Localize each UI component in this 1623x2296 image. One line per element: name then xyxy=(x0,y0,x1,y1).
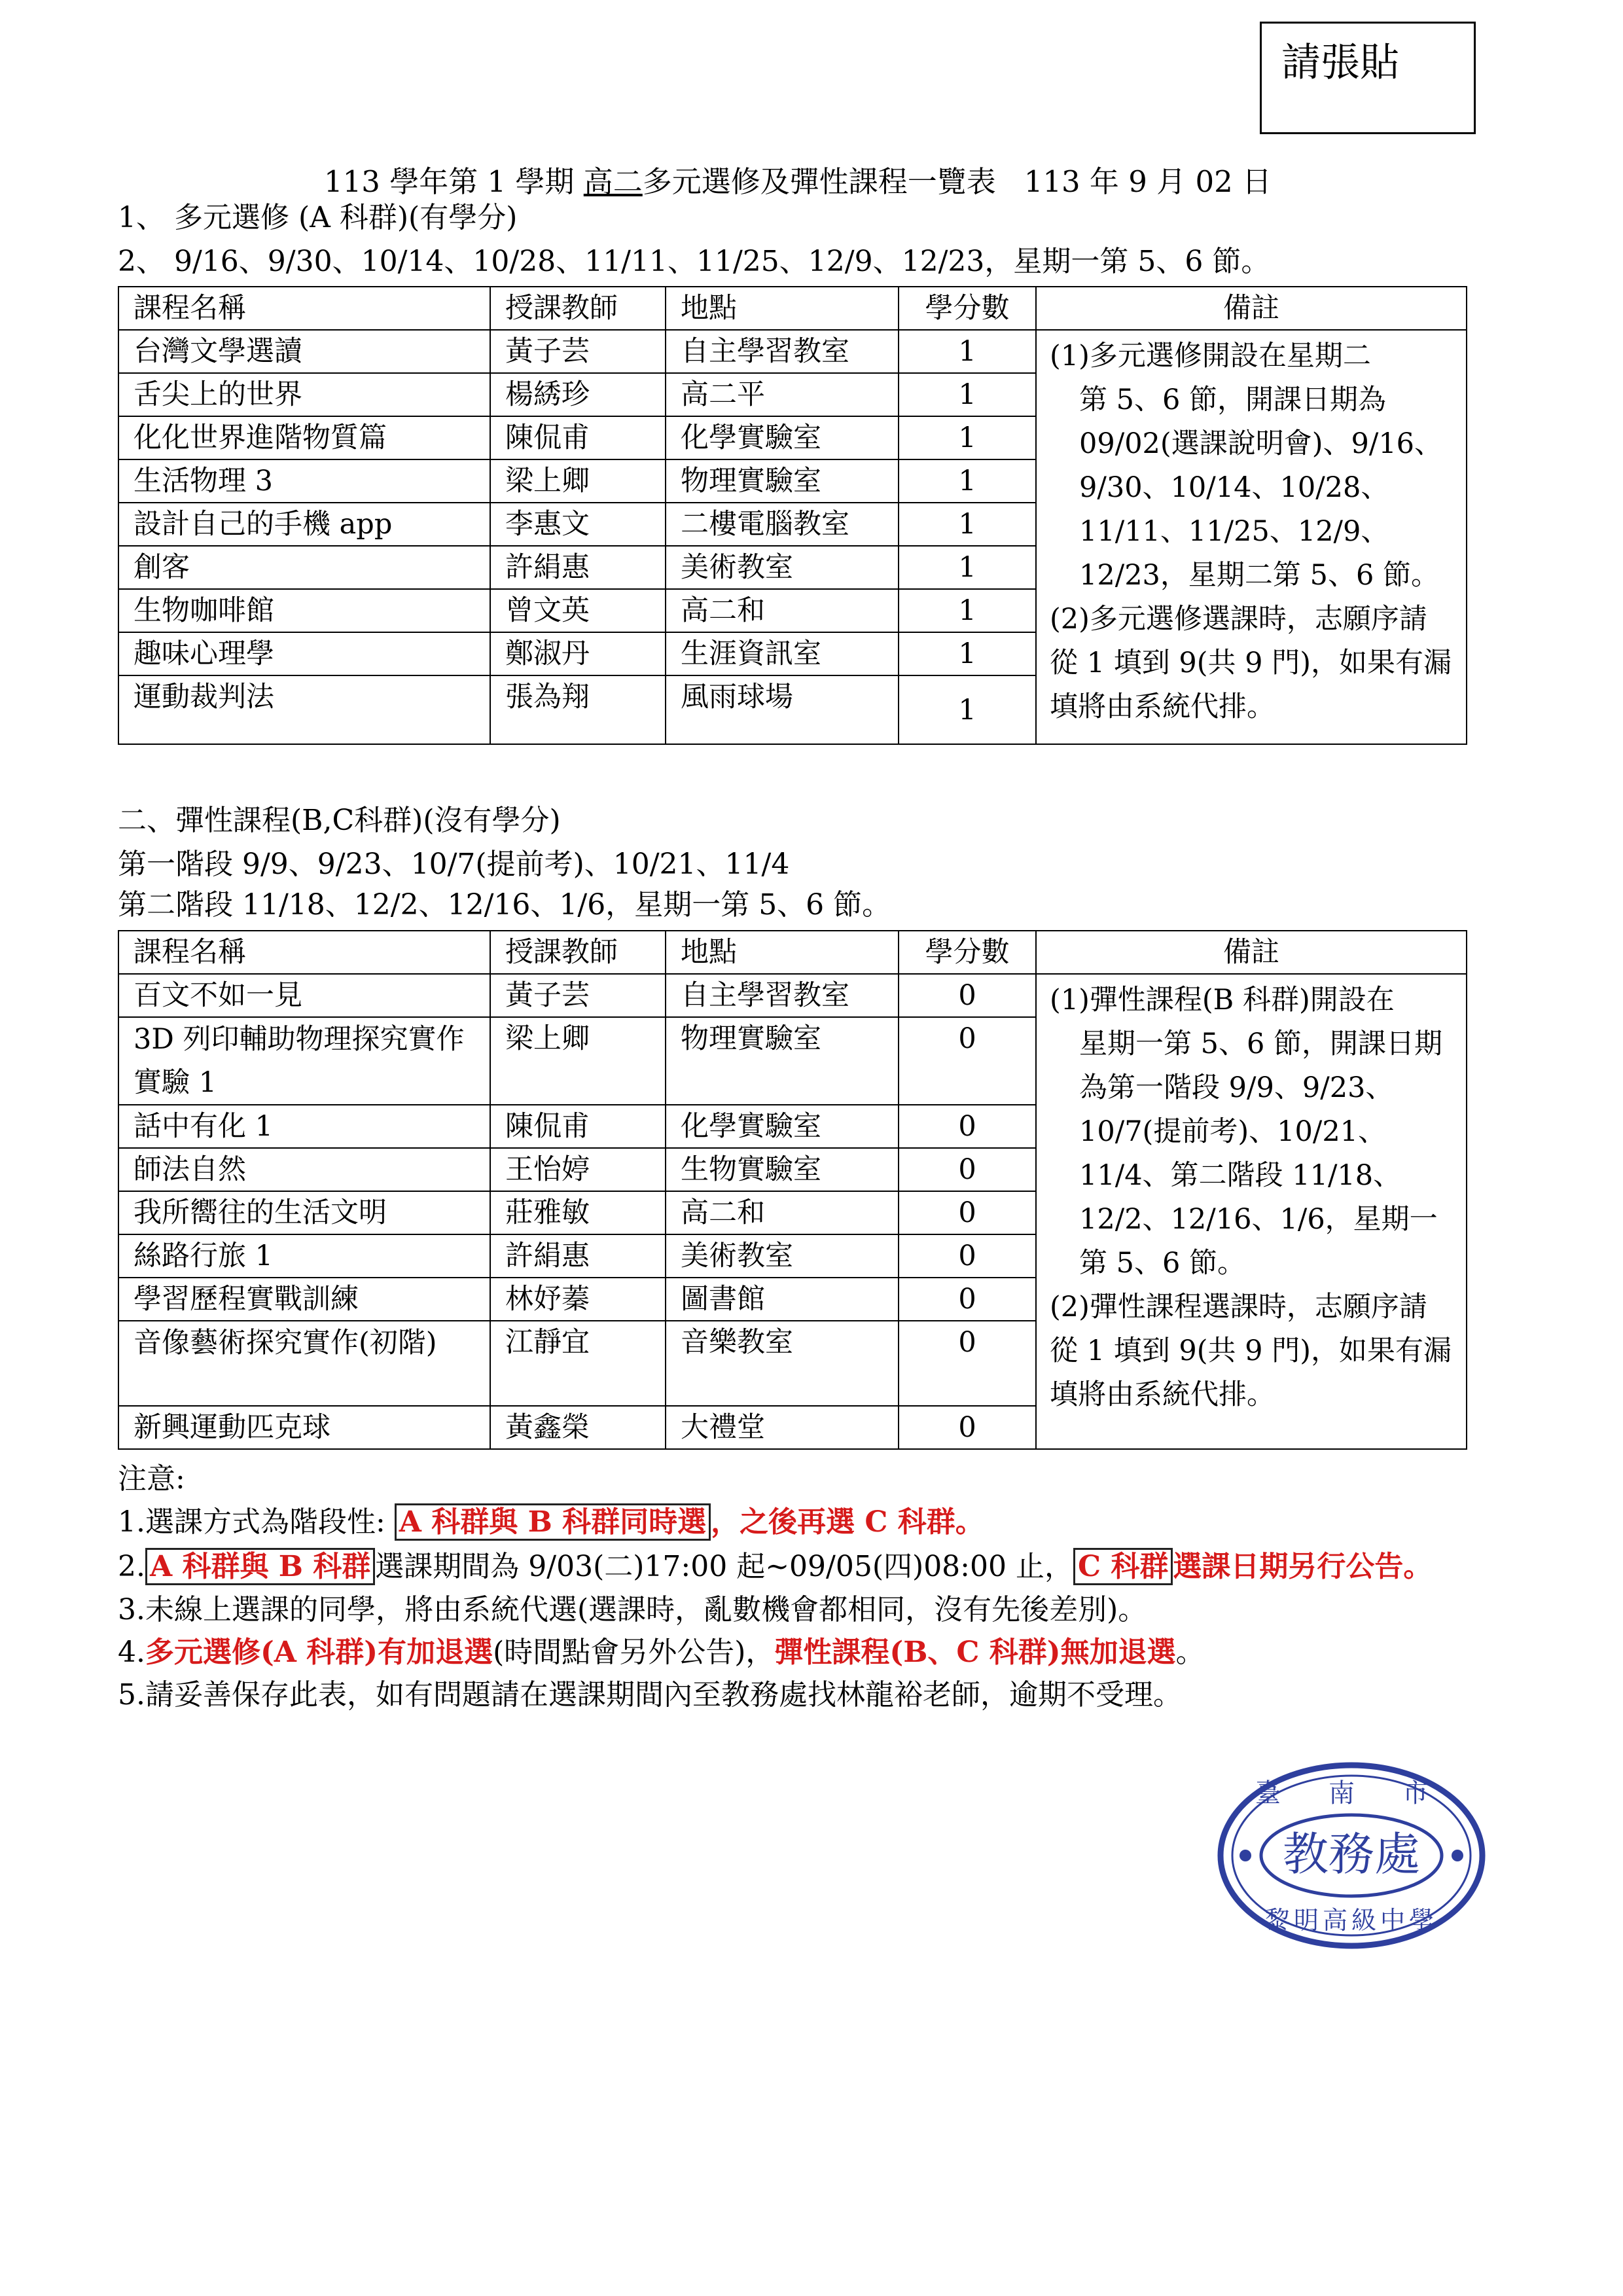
note-2-number: 2. xyxy=(118,1550,145,1583)
teacher: 張為翔 xyxy=(490,675,666,744)
flexible-course-table xyxy=(118,930,1467,1450)
location: 圖書館 xyxy=(666,1278,899,1321)
academic-affairs-seal-icon xyxy=(1214,1757,1489,1954)
post-notice-box xyxy=(1260,22,1476,134)
credits: 0 xyxy=(899,1234,1036,1278)
location: 風雨球場 xyxy=(666,675,899,744)
note-4 xyxy=(118,1634,1205,1671)
header-remarks: 備註 xyxy=(1036,931,1467,974)
page-title xyxy=(324,158,1272,200)
credits: 1 xyxy=(899,675,1036,744)
teacher: 林妤蓁 xyxy=(490,1278,666,1321)
credits: 1 xyxy=(899,632,1036,675)
credits: 0 xyxy=(899,974,1036,1017)
teacher: 鄭淑丹 xyxy=(490,632,666,675)
location: 音樂教室 xyxy=(666,1321,899,1406)
note-4-text: (時間點會另外公告)， xyxy=(493,1636,775,1669)
header-remarks: 備註 xyxy=(1036,287,1467,330)
course-name: 趣味心理學 xyxy=(118,632,490,675)
location: 二樓電腦教室 xyxy=(666,503,899,546)
teacher: 許絹惠 xyxy=(490,1234,666,1278)
elective-table xyxy=(118,286,1467,745)
teacher: 曾文英 xyxy=(490,589,666,632)
teacher: 江靜宜 xyxy=(490,1321,666,1406)
note-1-text: 1.選課方式為階段性: xyxy=(118,1505,395,1539)
course-name: 新興運動匹克球 xyxy=(118,1406,490,1449)
credits: 1 xyxy=(899,589,1036,632)
credits: 0 xyxy=(899,1148,1036,1191)
note-2-highlight-ab: A 科群與 B 科群 xyxy=(145,1548,375,1585)
table-row xyxy=(118,330,1467,373)
remark-1-head: (1)彈性課程(B 科群)開設在 xyxy=(1050,984,1395,1016)
course-name: 生活物理 3 xyxy=(118,459,490,503)
note-2-period: 選課期間為 9/03(二)17:00 起~09/05(四)08:00 止， xyxy=(375,1550,1073,1583)
teacher: 王怡婷 xyxy=(490,1148,666,1191)
note-4-red-a: 多元選修(A 科群)有加退選 xyxy=(145,1636,493,1669)
title-date: 113 年 9 月 02 日 xyxy=(1024,164,1272,199)
credits: 1 xyxy=(899,416,1036,459)
credits: 1 xyxy=(899,459,1036,503)
header-credits: 學分數 xyxy=(899,931,1036,974)
note-5: 5.請妥善保存此表，如有問題請在選課期間內至教務處找林龍裕老師，逾期不受理。 xyxy=(118,1678,1182,1712)
title-rest: 多元選修及彈性課程一覽表 xyxy=(642,164,996,199)
course-name: 運動裁判法 xyxy=(118,675,490,744)
note-1 xyxy=(118,1504,984,1541)
location: 物理實驗室 xyxy=(666,459,899,503)
remark-1-body: 星期一第 5、6 節，開課日期為第一階段 9/9、9/23、10/7(提前考)、10/21、11/4、第二階段 11/18、12/2、12/16、1/6，星期一第 5、6 節。 xyxy=(1079,1028,1443,1280)
course-name: 絲路行旅 1 xyxy=(118,1234,490,1278)
header-course: 課程名稱 xyxy=(118,931,490,974)
notes-heading: 注意: xyxy=(118,1462,185,1496)
credits: 1 xyxy=(899,373,1036,416)
title-prefix: 113 學年第 1 學期 xyxy=(324,164,584,199)
teacher: 梁上卿 xyxy=(490,1017,666,1105)
course-name: 學習歷程實戰訓練 xyxy=(118,1278,490,1321)
location: 物理實驗室 xyxy=(666,1017,899,1105)
course-name: 百文不如一見 xyxy=(118,974,490,1017)
remarks-cell xyxy=(1036,974,1467,1449)
teacher: 莊雅敏 xyxy=(490,1191,666,1234)
header-location: 地點 xyxy=(666,931,899,974)
title-grade: 高二 xyxy=(583,164,643,199)
location: 大禮堂 xyxy=(666,1406,899,1449)
teacher: 黃鑫榮 xyxy=(490,1406,666,1449)
note-2-highlight-c: C 科群 xyxy=(1073,1548,1173,1585)
course-name: 舌尖上的世界 xyxy=(118,373,490,416)
course-name: 師法自然 xyxy=(118,1148,490,1191)
credits: 1 xyxy=(899,503,1036,546)
section2-heading: 二、彈性課程(B,C科群)(沒有學分) xyxy=(118,804,561,837)
seal-center-text: 教務處 xyxy=(1283,1827,1420,1881)
header-location: 地點 xyxy=(666,287,899,330)
seal-top-text: 臺 南 市 xyxy=(1255,1778,1448,1808)
credits: 0 xyxy=(899,1406,1036,1449)
credits: 0 xyxy=(899,1278,1036,1321)
teacher: 黃子芸 xyxy=(490,330,666,373)
seal-bottom-text: 黎明高級中學 xyxy=(1264,1906,1438,1935)
note-3: 3.未線上選課的同學，將由系統代選(選課時，亂數機會都相同，沒有先後差別)。 xyxy=(118,1593,1147,1626)
table-header-row xyxy=(118,931,1467,974)
teacher: 黃子芸 xyxy=(490,974,666,1017)
header-credits: 學分數 xyxy=(899,287,1036,330)
credits: 0 xyxy=(899,1017,1036,1105)
teacher: 許絹惠 xyxy=(490,546,666,589)
section2-stage2: 第二階段 11/18、12/2、12/16、1/6，星期一第 5、6 節。 xyxy=(118,888,891,922)
location: 自主學習教室 xyxy=(666,974,899,1017)
note-4-red-b: 彈性課程(B、C 科群)無加退選 xyxy=(774,1636,1176,1669)
remark-2: (2)多元選修選課時，志願序請從 1 填到 9(共 9 門)，如果有漏填將由系統代排。 xyxy=(1050,603,1452,723)
credits: 0 xyxy=(899,1321,1036,1406)
note-4-end: 。 xyxy=(1175,1636,1205,1669)
course-name: 台灣文學選讀 xyxy=(118,330,490,373)
teacher: 李惠文 xyxy=(490,503,666,546)
note-2 xyxy=(118,1549,1432,1585)
location: 高二和 xyxy=(666,589,899,632)
note-1-highlight: A 科群與 B 科群同時選 xyxy=(395,1503,711,1541)
credits: 1 xyxy=(899,330,1036,373)
section1-heading: 1、 多元選修 (A 科群)(有學分) xyxy=(118,201,518,234)
location: 高二平 xyxy=(666,373,899,416)
course-name: 我所嚮往的生活文明 xyxy=(118,1191,490,1234)
table-row xyxy=(118,974,1467,1017)
remarks-cell xyxy=(1036,330,1467,744)
table-header-row xyxy=(118,287,1467,330)
location: 美術教室 xyxy=(666,1234,899,1278)
location: 高二和 xyxy=(666,1191,899,1234)
course-name: 生物咖啡館 xyxy=(118,589,490,632)
course-name: 化化世界進階物質篇 xyxy=(118,416,490,459)
teacher: 陳侃甫 xyxy=(490,416,666,459)
location: 化學實驗室 xyxy=(666,416,899,459)
teacher: 陳侃甫 xyxy=(490,1105,666,1148)
remark-1-body: 第 5、6 節，開課日期為 09/02(選課說明會)、9/16、9/30、10/14、10/28、11/11、11/25、12/9、12/23，星期二第 5、6 節。 xyxy=(1079,384,1443,592)
credits: 0 xyxy=(899,1105,1036,1148)
teacher: 楊綉珍 xyxy=(490,373,666,416)
course-name: 3D 列印輔助物理探究實作實驗 1 xyxy=(118,1017,490,1105)
post-notice-label: 請張貼 xyxy=(1281,40,1399,86)
header-teacher: 授課教師 xyxy=(490,931,666,974)
course-name: 設計自己的手機 app xyxy=(118,503,490,546)
course-name: 話中有化 1 xyxy=(118,1105,490,1148)
course-name: 創客 xyxy=(118,546,490,589)
teacher: 梁上卿 xyxy=(490,459,666,503)
location: 生物實驗室 xyxy=(666,1148,899,1191)
location: 自主學習教室 xyxy=(666,330,899,373)
remark-2: (2)彈性課程選課時，志願序請從 1 填到 9(共 9 門)，如果有漏填將由系統代排。 xyxy=(1050,1291,1452,1411)
note-1-red-text: ，之後再選 C 科群。 xyxy=(711,1505,984,1539)
header-teacher: 授課教師 xyxy=(490,287,666,330)
location: 化學實驗室 xyxy=(666,1105,899,1148)
note-2-red-text: 選課日期另行公告。 xyxy=(1173,1550,1433,1583)
location: 美術教室 xyxy=(666,546,899,589)
course-name: 音像藝術探究實作(初階) xyxy=(118,1321,490,1406)
header-course: 課程名稱 xyxy=(118,287,490,330)
section2-stage1: 第一階段 9/9、9/23、10/7(提前考)、10/21、11/4 xyxy=(118,848,790,881)
credits: 0 xyxy=(899,1191,1036,1234)
location: 生涯資訊室 xyxy=(666,632,899,675)
section1-dates: 2、 9/16、9/30、10/14、10/28、11/11、11/25、12/9、12/23，星期一第 5、6 節。 xyxy=(118,245,1270,278)
note-4-number: 4. xyxy=(118,1636,145,1669)
credits: 1 xyxy=(899,546,1036,589)
remark-1-head: (1)多元選修開設在星期二 xyxy=(1050,340,1371,372)
